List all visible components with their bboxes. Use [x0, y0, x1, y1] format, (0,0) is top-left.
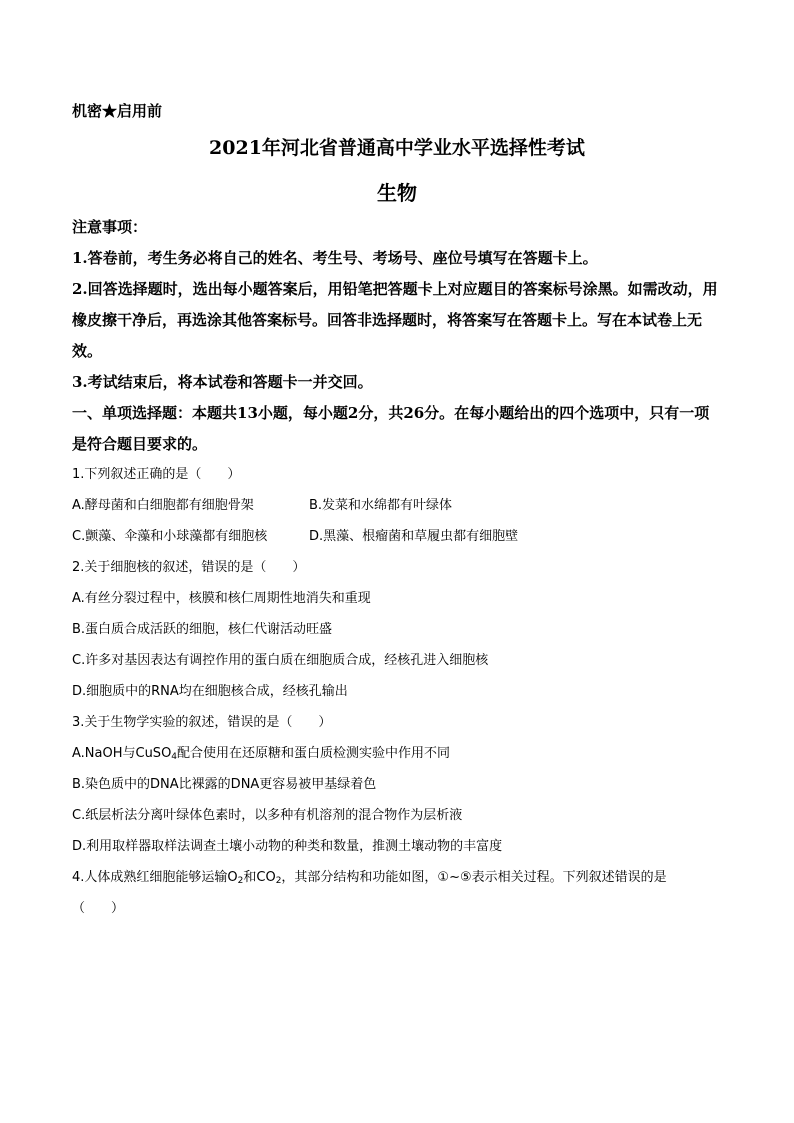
- question-1-row-cd: [72, 521, 732, 552]
- secret-mark: 机密★启用前: [72, 102, 163, 120]
- question-4-stem-part3: ，其部分结构和功能如图，①~⑤表示相关过程。下列叙述错误的是: [281, 870, 667, 885]
- question-4-answer-blank: （ ）: [72, 901, 125, 916]
- question-1-row-ab: [72, 490, 732, 521]
- question-4-stem-part2: 和CO: [243, 870, 276, 885]
- question-4-stem-part1: 4.人体成熟红细胞能够运输O: [72, 870, 238, 885]
- question-3-option-a-sub: 4: [171, 752, 178, 762]
- question-3-option-b: B.染色质中的DNA比裸露的DNA更容易被甲基绿着色: [72, 777, 377, 792]
- question-1-option-a: A.酵母菌和白细胞都有细胞骨架: [72, 498, 254, 513]
- question-1-option-b: B.发菜和水绵都有叶绿体: [309, 498, 453, 513]
- question-4-sub-o2: 2: [237, 876, 244, 886]
- question-2-option-b: B.蛋白质合成活跃的细胞，核仁代谢活动旺盛: [72, 622, 333, 637]
- question-1-stem: 1.下列叙述正确的是（ ）: [72, 467, 241, 482]
- notice-item-3: 3.考试结束后，将本试卷和答题卡一并交回。: [72, 373, 373, 391]
- question-3-option-c: C.纸层析法分离叶绿体色素时，以多种有机溶剂的混合物作为层析液: [72, 808, 463, 823]
- question-3-option-a-post: 配合使用在还原糖和蛋白质检测实验中作用不同: [177, 746, 451, 761]
- question-2-option-d: D.细胞质中的RNA均在细胞核合成，经核孔输出: [72, 684, 348, 699]
- question-3-stem: 3.关于生物学实验的叙述，错误的是（ ）: [72, 715, 332, 730]
- question-3-option-a: [72, 738, 732, 773]
- question-1-option-c: C.颤藻、伞藻和小球藻都有细胞核: [72, 529, 268, 544]
- notice-item-1: 1.答卷前，考生务必将自己的姓名、考生号、考场号、座位号填写在答题卡上。: [72, 249, 598, 267]
- question-4-sub-co2: 2: [275, 876, 282, 886]
- question-2-option-a: A.有丝分裂过程中，核膜和核仁周期性地消失和重现: [72, 591, 371, 606]
- section-heading: 一、单项选择题：本题共13小题，每小题2分，共26分。在每小题给出的四个选项中，只有一项是符合题目要求的。: [72, 404, 710, 453]
- exam-title: 2021年河北省普通高中学业水平选择性考试: [209, 137, 585, 159]
- question-2-stem: 2.关于细胞核的叙述，错误的是（ ）: [72, 560, 306, 575]
- question-4-stem: [72, 862, 732, 897]
- question-1-option-d: D.黑藻、根瘤菌和草履虫都有细胞壁: [309, 529, 519, 544]
- notice-item-2: 2.回答选择题时，选出每小题答案后，用铅笔把答题卡上对应题目的答案标号涂黑。如需改动，用橡皮擦干净后，再选涂其他答案标号。回答非选择题时，将答案写在答题卡上。写在本试卷上无效。: [72, 280, 718, 360]
- question-2-option-c: C.许多对基因表达有调控作用的蛋白质在细胞质合成，经核孔进入细胞核: [72, 653, 489, 668]
- notice-heading: 注意事项：: [72, 218, 148, 236]
- question-3-option-d: D.利用取样器取样法调查土壤小动物的种类和数量，推测土壤动物的丰富度: [72, 839, 503, 854]
- question-3-option-a-pre: A.NaOH与CuSO: [72, 746, 172, 761]
- subject-title: 生物: [377, 181, 417, 205]
